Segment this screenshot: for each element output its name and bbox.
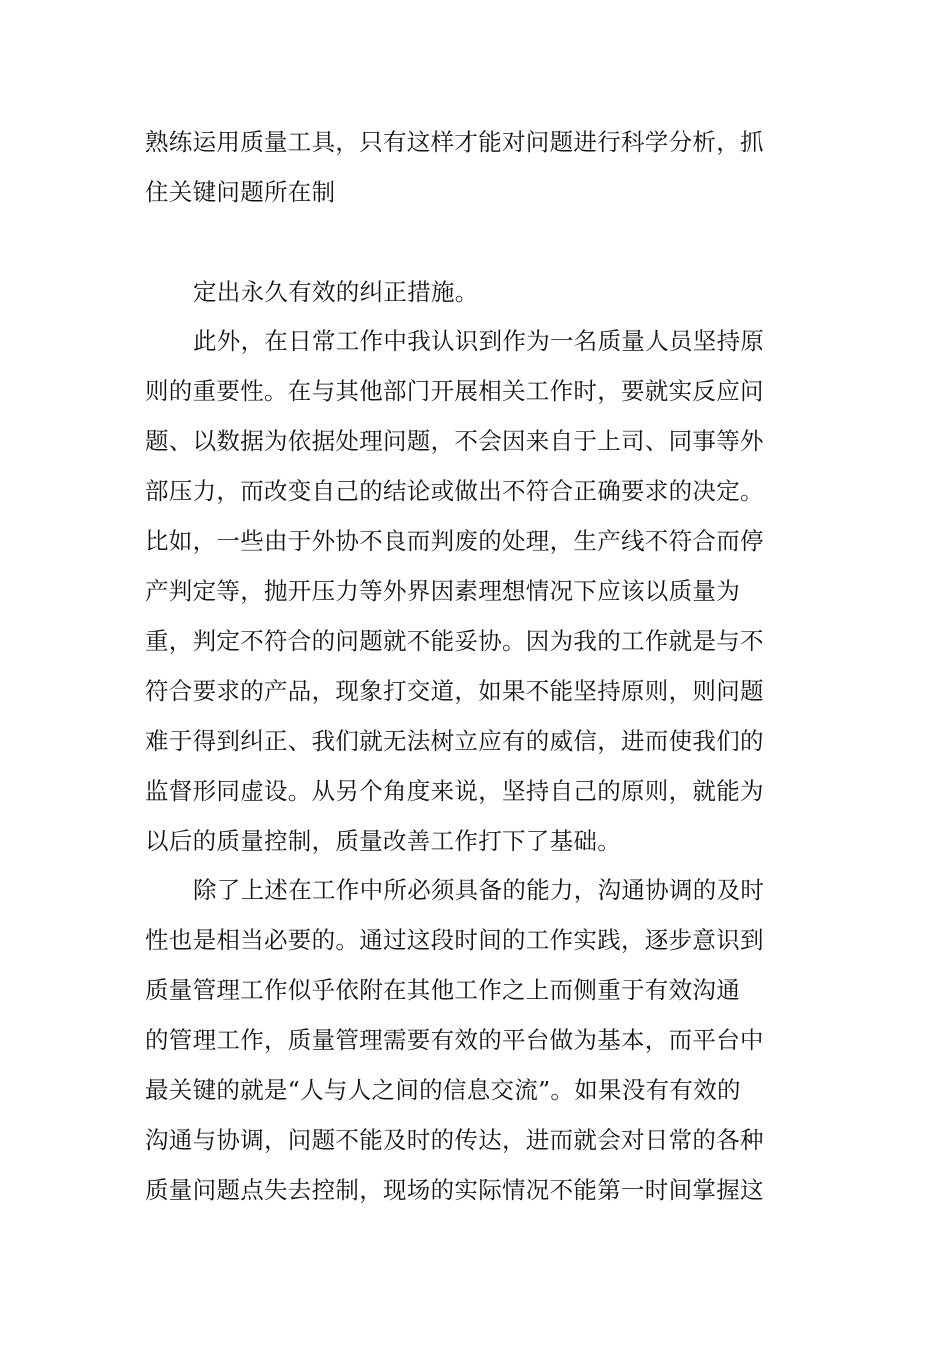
text-line: 最关键的就是“人与人之间的信息交流”。如果没有有效的 [145, 1076, 741, 1104]
text-line: 监督形同虚设。从另个角度来说，坚持自己的原则，就能为 [145, 777, 764, 805]
text-line: 题、以数据为依据处理问题，不会因来自于上司、同事等外 [145, 427, 764, 455]
text-line: 比如，一些由于外协不良而判废的处理，生产线不符合而停 [145, 527, 764, 555]
text-line: 熟练运用质量工具，只有这样才能对问题进行科学分析，抓 [145, 128, 764, 156]
text-line: 住关键问题所在制 [145, 178, 336, 206]
text-line: 定出永久有效的纠正措施。 [193, 278, 479, 306]
text-line: 质量管理工作似乎依附在其他工作之上而侧重于有效沟通 [145, 976, 740, 1004]
text-line: 的管理工作，质量管理需要有效的平台做为基本，而平台中 [145, 1026, 764, 1054]
text-line: 产判定等，抛开压力等外界因素理想情况下应该以质量为 [145, 577, 740, 605]
text-line: 质量问题点失去控制，现场的实际情况不能第一时间掌握这 [145, 1176, 764, 1204]
text-line: 部压力，而改变自己的结论或做出不符合正确要求的决定。 [145, 477, 764, 505]
paragraph-start-line: 除了上述在工作中所必须具备的能力，沟通协调的及时 [193, 876, 765, 904]
paragraph-start-line: 此外，在日常工作中我认识到作为一名质量人员坚持原 [193, 327, 765, 355]
text-line: 性也是相当必要的。通过这段时间的工作实践，逐步意识到 [145, 926, 764, 954]
text-line: 符合要求的产品，现象打交道，如果不能坚持原则，则问题 [145, 677, 764, 705]
text-line: 难于得到纠正、我们就无法树立应有的威信，进而使我们的 [145, 727, 764, 755]
text-line: 以后的质量控制，质量改善工作打下了基础。 [145, 827, 621, 855]
text-line: 重，判定不符合的问题就不能妥协。因为我的工作就是与不 [145, 627, 764, 655]
text-line: 则的重要性。在与其他部门开展相关工作时，要就实反应问 [145, 377, 764, 405]
text-line: 沟通与协调，问题不能及时的传达，进而就会对日常的各种 [145, 1126, 764, 1154]
